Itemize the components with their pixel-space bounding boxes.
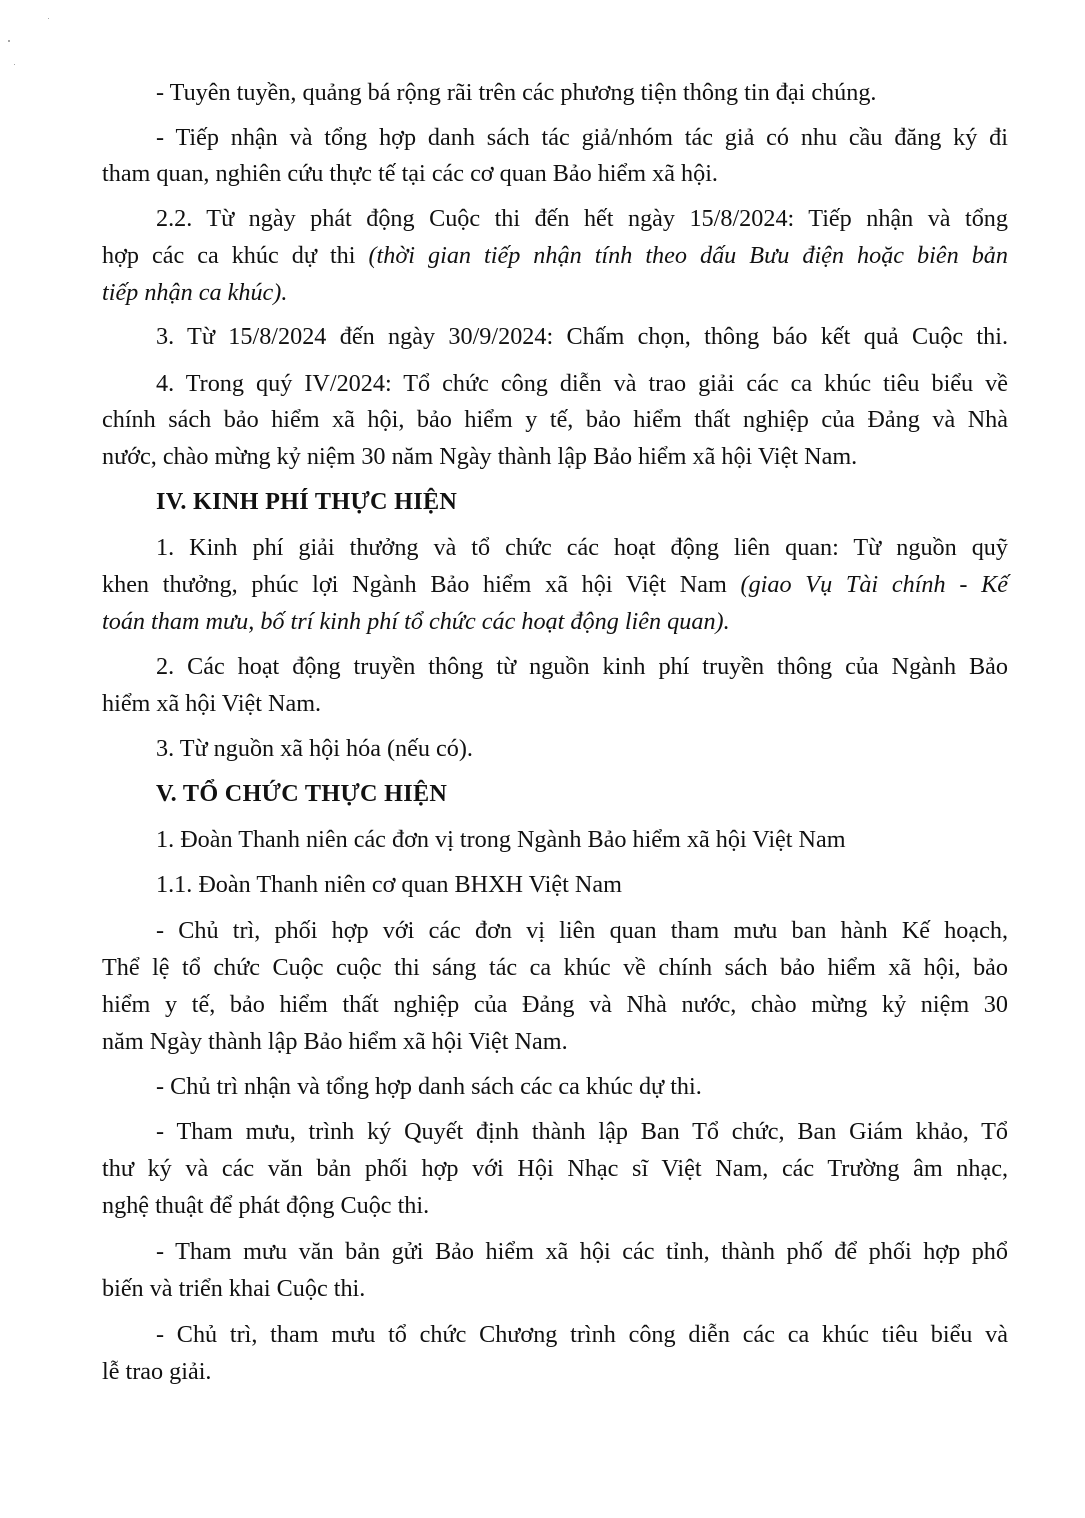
paragraph-line: Thể lệ tổ chức Cuộc cuộc thi sáng tác ca khúc về chính sách bảo hiểm xã hội, bảo bbox=[102, 954, 1008, 981]
paragraph-line: 4. Trong quý IV/2024: Tổ chức công diễn và trao giải các ca khúc tiêu biểu về bbox=[156, 370, 1008, 397]
italic-note: (thời gian tiếp nhận tính theo dấu Bưu điện hoặc biên bản bbox=[368, 242, 1008, 269]
section-heading: V. TỔ CHỨC THỰC HIỆN bbox=[156, 780, 448, 807]
scan-speck bbox=[8, 40, 10, 42]
paragraph-line: nghệ thuật để phát động Cuộc thi. bbox=[102, 1192, 430, 1219]
paragraph-line: - Tiếp nhận và tổng hợp danh sách tác giả/nhóm tác giả có nhu cầu đăng ký đi bbox=[156, 124, 1008, 151]
paragraph-line: - Tham mưu, trình ký Quyết định thành lập Ban Tổ chức, Ban Giám khảo, Tổ bbox=[156, 1118, 1008, 1145]
scan-speck bbox=[48, 18, 49, 19]
paragraph-line: tham quan, nghiên cứu thực tế tại các cơ quan Bảo hiểm xã hội. bbox=[102, 160, 718, 187]
line-segment: hợp các ca khúc dự thi bbox=[102, 242, 369, 269]
paragraph-line: 3. Từ nguồn xã hội hóa (nếu có). bbox=[156, 735, 473, 762]
paragraph-line: - Tham mưu văn bản gửi Bảo hiểm xã hội các tỉnh, thành phố để phối hợp phổ bbox=[156, 1238, 1008, 1265]
paragraph-line: thư ký và các văn bản phối hợp với Hội Nhạc sĩ Việt Nam, các Trường âm nhạc, bbox=[102, 1155, 1008, 1182]
paragraph-line: - Chủ trì, tham mưu tổ chức Chương trình công diễn các ca khúc tiêu biểu và bbox=[156, 1321, 1008, 1348]
scan-speck bbox=[14, 64, 15, 65]
paragraph-line: 2.2. Từ ngày phát động Cuộc thi đến hết ngày 15/8/2024: Tiếp nhận và tổng bbox=[156, 205, 1008, 232]
paragraph-line: 3. Từ 15/8/2024 đến ngày 30/9/2024: Chấm chọn, thông báo kết quả Cuộc thi. bbox=[156, 323, 1008, 350]
paragraph-line bbox=[102, 241, 1008, 271]
italic-note: toán tham mưu, bố trí kinh phí tổ chức các hoạt động liên quan). bbox=[102, 608, 730, 635]
paragraph-line: năm Ngày thành lập Bảo hiểm xã hội Việt Nam. bbox=[102, 1028, 568, 1055]
italic-note: (giao Vụ Tài chính - Kế bbox=[740, 571, 1008, 598]
paragraph-line: 1. Đoàn Thanh niên các đơn vị trong Ngành Bảo hiểm xã hội Việt Nam bbox=[156, 826, 846, 853]
paragraph-line: - Chủ trì nhận và tổng hợp danh sách các ca khúc dự thi. bbox=[156, 1073, 702, 1100]
paragraph-line: 2. Các hoạt động truyền thông từ nguồn kinh phí truyền thông của Ngành Bảo bbox=[156, 653, 1008, 680]
paragraph-line: hiểm xã hội Việt Nam. bbox=[102, 690, 322, 717]
paragraph-line: biến và triển khai Cuộc thi. bbox=[102, 1275, 366, 1302]
paragraph-line: 1.1. Đoàn Thanh niên cơ quan BHXH Việt Nam bbox=[156, 871, 622, 898]
paragraph-line: - Tuyên tuyền, quảng bá rộng rãi trên các phương tiện thông tin đại chúng. bbox=[156, 79, 877, 106]
line-segment: khen thưởng, phúc lợi Ngành Bảo hiểm xã hội Việt Nam bbox=[102, 571, 741, 598]
paragraph-line: nước, chào mừng kỷ niệm 30 năm Ngày thành lập Bảo hiểm xã hội Việt Nam. bbox=[102, 443, 858, 470]
paragraph-line: lễ trao giải. bbox=[102, 1358, 212, 1385]
paragraph-line bbox=[102, 570, 1008, 600]
paragraph-line: chính sách bảo hiểm xã hội, bảo hiểm y tế, bảo hiểm thất nghiệp của Đảng và Nhà bbox=[102, 406, 1008, 433]
section-heading: IV. KINH PHÍ THỰC HIỆN bbox=[156, 488, 458, 515]
italic-note: tiếp nhận ca khúc). bbox=[102, 279, 288, 306]
paragraph-line: - Chủ trì, phối hợp với các đơn vị liên quan tham mưu ban hành Kế hoạch, bbox=[156, 917, 1008, 944]
paragraph-line: 1. Kinh phí giải thưởng và tổ chức các hoạt động liên quan: Từ nguồn quỹ bbox=[156, 534, 1008, 561]
paragraph-line: hiểm y tế, bảo hiểm thất nghiệp của Đảng và Nhà nước, chào mừng kỷ niệm 30 bbox=[102, 991, 1008, 1018]
